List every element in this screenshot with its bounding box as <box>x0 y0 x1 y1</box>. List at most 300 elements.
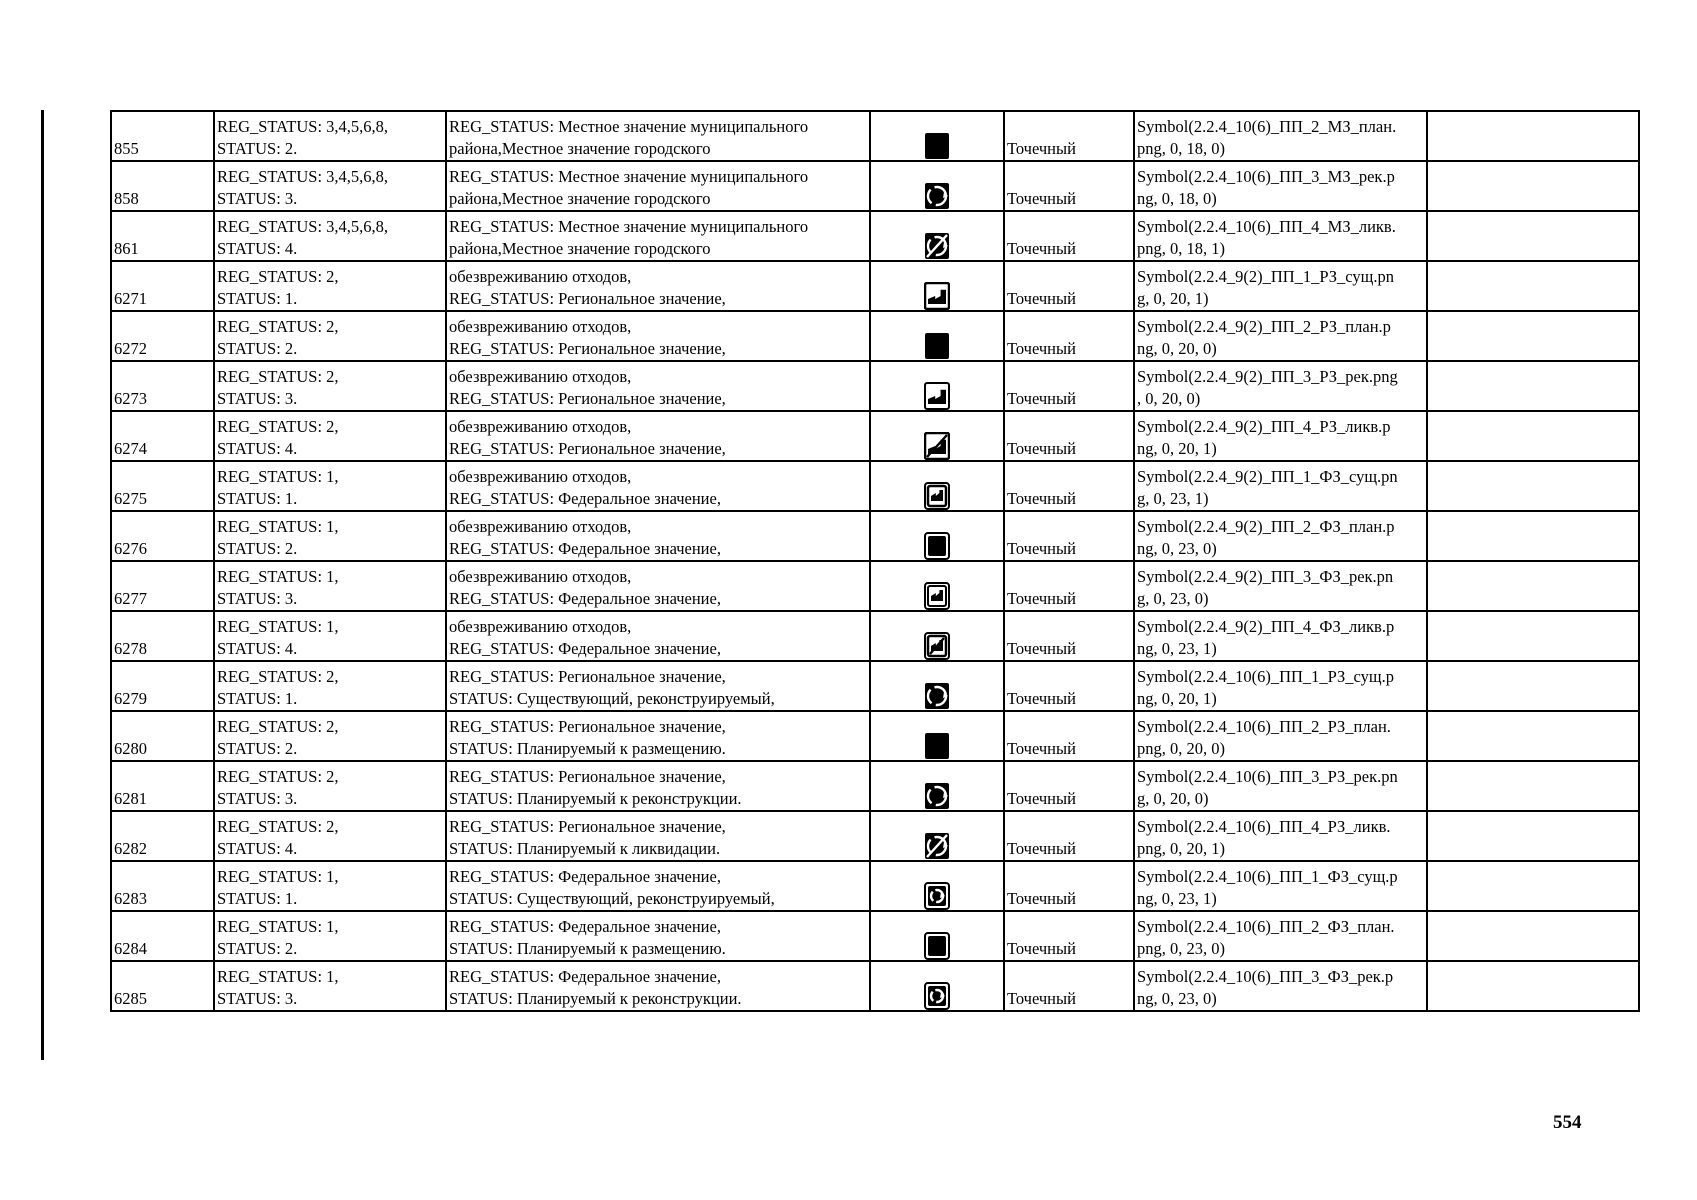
object-id-cell <box>111 461 214 511</box>
condition-line: STATUS: 3. <box>217 989 298 1008</box>
symbol-cell <box>870 911 1004 961</box>
solid-framed-icon <box>924 932 950 960</box>
symbol-expression-cell <box>1134 811 1427 861</box>
symbol-cell <box>870 461 1004 511</box>
symbol-expression-line: ng, 0, 20, 0) <box>1137 339 1217 358</box>
geometry-type: Точечный <box>1007 639 1076 658</box>
symbol-expression-line: Symbol(2.2.4_10(6)_ПП_3_ФЗ_рек.p <box>1137 967 1394 986</box>
object-id-cell <box>111 561 214 611</box>
symbol-cell <box>870 411 1004 461</box>
symbol-expression-line: png, 0, 18, 1) <box>1137 239 1225 258</box>
description-cell <box>446 961 870 1011</box>
symbol-expression-line: Symbol(2.2.4_10(6)_ПП_4_МЗ_ликв. <box>1137 217 1396 236</box>
description-line: REG_STATUS: Региональное значение, <box>449 389 726 408</box>
symbol-cell <box>870 761 1004 811</box>
object-id-cell <box>111 711 214 761</box>
symbol-expression-line: ng, 0, 23, 0) <box>1137 989 1217 1008</box>
table-row <box>111 661 1639 711</box>
description-line: обезвреживанию отходов, <box>449 617 632 636</box>
geometry-type: Точечный <box>1007 789 1076 808</box>
symbol-expression-cell <box>1134 511 1427 561</box>
symbol-expression-cell <box>1134 911 1427 961</box>
object-id-cell <box>111 861 214 911</box>
condition-line: REG_STATUS: 2, <box>217 667 339 686</box>
object-id: 6278 <box>114 639 147 658</box>
condition-line: STATUS: 3. <box>217 189 298 208</box>
description-line: REG_STATUS: Федеральное значение, <box>449 867 721 886</box>
symbol-expression-line: ng, 0, 20, 1) <box>1137 689 1217 708</box>
description-line: обезвреживанию отходов, <box>449 417 632 436</box>
description-line: REG_STATUS: Федеральное значение, <box>449 539 721 558</box>
symbol-expression-cell <box>1134 411 1427 461</box>
description-line: REG_STATUS: Местное значение муниципального <box>449 117 809 136</box>
object-id: 858 <box>114 189 139 208</box>
description-line: STATUS: Планируемый к реконструкции. <box>449 789 742 808</box>
solid-square-icon <box>924 732 950 760</box>
object-id-cell <box>111 811 214 861</box>
object-id: 6281 <box>114 789 147 808</box>
condition-line: STATUS: 2. <box>217 339 298 358</box>
geometry-type-cell <box>1004 361 1134 411</box>
solid-square-icon <box>924 332 950 360</box>
condition-line: STATUS: 4. <box>217 639 298 658</box>
condition-line: REG_STATUS: 1, <box>217 917 339 936</box>
recycle-square-icon <box>924 182 950 210</box>
description-line: REG_STATUS: Региональное значение, <box>449 289 726 308</box>
description-cell <box>446 461 870 511</box>
description-cell <box>446 511 870 561</box>
description-line: обезвреживанию отходов, <box>449 267 632 286</box>
condition-line: STATUS: 3. <box>217 589 298 608</box>
symbol-expression-line: ng, 0, 23, 1) <box>1137 889 1217 908</box>
condition-line: STATUS: 1. <box>217 289 298 308</box>
symbol-expression-line: g, 0, 23, 1) <box>1137 489 1209 508</box>
symbol-expression-line: Symbol(2.2.4_10(6)_ПП_1_ФЗ_сущ.p <box>1137 867 1398 886</box>
object-id: 861 <box>114 239 139 258</box>
object-id-cell <box>111 661 214 711</box>
description-cell <box>446 411 870 461</box>
condition-line: REG_STATUS: 1, <box>217 867 339 886</box>
symbol-cell <box>870 811 1004 861</box>
condition-line: REG_STATUS: 2, <box>217 767 339 786</box>
geometry-type-cell <box>1004 911 1134 961</box>
symbol-expression-line: Symbol(2.2.4_10(6)_ПП_2_МЗ_план. <box>1137 117 1397 136</box>
description-line: обезвреживанию отходов, <box>449 317 632 336</box>
geometry-type: Точечный <box>1007 489 1076 508</box>
geometry-type: Точечный <box>1007 989 1076 1008</box>
empty-cell <box>1427 961 1639 1011</box>
geometry-type-cell <box>1004 561 1134 611</box>
empty-cell <box>1427 461 1639 511</box>
symbol-expression-cell <box>1134 361 1427 411</box>
table-row <box>111 361 1639 411</box>
condition-line: REG_STATUS: 3,4,5,6,8, <box>217 117 389 136</box>
object-id: 6277 <box>114 589 147 608</box>
geometry-type-cell <box>1004 761 1134 811</box>
geometry-type: Точечный <box>1007 589 1076 608</box>
symbol-expression-cell <box>1134 861 1427 911</box>
description-line: REG_STATUS: Региональное значение, <box>449 667 726 686</box>
symbol-expression-cell <box>1134 961 1427 1011</box>
object-id: 6271 <box>114 289 147 308</box>
condition-line: STATUS: 3. <box>217 789 298 808</box>
geometry-type: Точечный <box>1007 139 1076 158</box>
symbol-expression-line: png, 0, 20, 0) <box>1137 739 1225 758</box>
condition-line: STATUS: 4. <box>217 439 298 458</box>
symbol-expression-line: png, 0, 23, 0) <box>1137 939 1225 958</box>
geometry-type-cell <box>1004 211 1134 261</box>
description-cell <box>446 761 870 811</box>
object-id-cell <box>111 211 214 261</box>
table-row <box>111 311 1639 361</box>
condition-cell <box>214 161 446 211</box>
condition-cell <box>214 561 446 611</box>
geometry-type: Точечный <box>1007 389 1076 408</box>
table-row <box>111 761 1639 811</box>
condition-line: REG_STATUS: 3,4,5,6,8, <box>217 167 389 186</box>
geometry-type: Точечный <box>1007 289 1076 308</box>
symbol-expression-line: Symbol(2.2.4_9(2)_ПП_1_РЗ_сущ.pn <box>1137 267 1394 286</box>
symbol-expression-cell <box>1134 661 1427 711</box>
description-cell <box>446 261 870 311</box>
description-line: STATUS: Существующий, реконструируемый, <box>449 889 775 908</box>
table-row <box>111 411 1639 461</box>
empty-cell <box>1427 611 1639 661</box>
empty-cell <box>1427 161 1639 211</box>
geometry-type: Точечный <box>1007 939 1076 958</box>
description-cell <box>446 611 870 661</box>
table-row <box>111 561 1639 611</box>
symbol-expression-cell <box>1134 311 1427 361</box>
empty-cell <box>1427 411 1639 461</box>
condition-cell <box>214 861 446 911</box>
object-id: 6279 <box>114 689 147 708</box>
geometry-type-cell <box>1004 311 1134 361</box>
symbol-expression-cell <box>1134 211 1427 261</box>
table-body <box>111 111 1639 1011</box>
empty-cell <box>1427 511 1639 561</box>
symbol-cell <box>870 111 1004 161</box>
symbol-expression-line: ng, 0, 20, 1) <box>1137 439 1217 458</box>
description-line: обезвреживанию отходов, <box>449 367 632 386</box>
geometry-type-cell <box>1004 611 1134 661</box>
factory-framed-struck-icon <box>924 632 950 660</box>
condition-line: STATUS: 2. <box>217 539 298 558</box>
condition-line: REG_STATUS: 2, <box>217 417 339 436</box>
description-line: обезвреживанию отходов, <box>449 467 632 486</box>
symbol-expression-cell <box>1134 611 1427 661</box>
object-id: 6274 <box>114 439 147 458</box>
symbol-cell <box>870 311 1004 361</box>
description-line: обезвреживанию отходов, <box>449 567 632 586</box>
condition-cell <box>214 261 446 311</box>
margin-rule <box>41 110 44 1060</box>
geometry-type: Точечный <box>1007 889 1076 908</box>
description-cell <box>446 661 870 711</box>
object-id-cell <box>111 411 214 461</box>
object-id: 6276 <box>114 539 147 558</box>
condition-line: REG_STATUS: 2, <box>217 367 339 386</box>
empty-cell <box>1427 711 1639 761</box>
geometry-type: Точечный <box>1007 539 1076 558</box>
empty-cell <box>1427 261 1639 311</box>
symbol-expression-line: Symbol(2.2.4_9(2)_ПП_2_ФЗ_план.p <box>1137 517 1395 536</box>
symbol-expression-line: , 0, 20, 0) <box>1137 389 1201 408</box>
description-line: STATUS: Планируемый к ликвидации. <box>449 839 721 858</box>
condition-cell <box>214 661 446 711</box>
geometry-type-cell <box>1004 461 1134 511</box>
description-line: REG_STATUS: Региональное значение, <box>449 339 726 358</box>
geometry-type-cell <box>1004 411 1134 461</box>
description-cell <box>446 311 870 361</box>
symbol-expression-line: Symbol(2.2.4_9(2)_ПП_3_РЗ_рек.png <box>1137 367 1398 386</box>
description-line: REG_STATUS: Федеральное значение, <box>449 639 721 658</box>
symbol-expression-cell <box>1134 161 1427 211</box>
condition-cell <box>214 461 446 511</box>
condition-cell <box>214 911 446 961</box>
object-id: 6272 <box>114 339 147 358</box>
factory-struck-icon <box>924 432 950 460</box>
table-row <box>111 711 1639 761</box>
condition-cell <box>214 511 446 561</box>
symbol-expression-line: g, 0, 20, 1) <box>1137 289 1209 308</box>
description-cell <box>446 361 870 411</box>
table-row <box>111 611 1639 661</box>
condition-cell <box>214 411 446 461</box>
description-line: REG_STATUS: Федеральное значение, <box>449 967 721 986</box>
empty-cell <box>1427 761 1639 811</box>
description-line: REG_STATUS: Региональное значение, <box>449 767 726 786</box>
description-line: района,Местное значение городского <box>449 239 711 258</box>
symbol-expression-cell <box>1134 261 1427 311</box>
geometry-type-cell <box>1004 661 1134 711</box>
object-id: 6275 <box>114 489 147 508</box>
symbol-expression-line: ng, 0, 23, 1) <box>1137 639 1217 658</box>
object-id: 6280 <box>114 739 147 758</box>
geometry-type: Точечный <box>1007 239 1076 258</box>
recycle-square-icon <box>924 782 950 810</box>
object-id-cell <box>111 761 214 811</box>
description-line: REG_STATUS: Федеральное значение, <box>449 589 721 608</box>
description-cell <box>446 911 870 961</box>
recycle-square-icon <box>924 682 950 710</box>
table-row <box>111 961 1639 1011</box>
condition-line: REG_STATUS: 2, <box>217 817 339 836</box>
symbol-cell <box>870 261 1004 311</box>
condition-line: STATUS: 3. <box>217 389 298 408</box>
description-line: REG_STATUS: Местное значение муниципального <box>449 167 809 186</box>
empty-cell <box>1427 561 1639 611</box>
table-row <box>111 211 1639 261</box>
symbol-expression-line: png, 0, 18, 0) <box>1137 139 1225 158</box>
object-id-cell <box>111 311 214 361</box>
symbol-expression-line: Symbol(2.2.4_10(6)_ПП_1_РЗ_сущ.p <box>1137 667 1394 686</box>
geometry-type-cell <box>1004 861 1134 911</box>
object-id-cell <box>111 261 214 311</box>
geometry-type: Точечный <box>1007 439 1076 458</box>
object-id-cell <box>111 511 214 561</box>
table-row <box>111 511 1639 561</box>
factory-square-icon <box>924 282 950 310</box>
object-id: 6284 <box>114 939 147 958</box>
geometry-type-cell <box>1004 961 1134 1011</box>
condition-line: REG_STATUS: 2, <box>217 717 339 736</box>
symbol-expression-line: ng, 0, 18, 0) <box>1137 189 1217 208</box>
condition-cell <box>214 611 446 661</box>
condition-line: STATUS: 2. <box>217 739 298 758</box>
description-cell <box>446 861 870 911</box>
geometry-type-cell <box>1004 811 1134 861</box>
object-id-cell <box>111 961 214 1011</box>
table-row <box>111 811 1639 861</box>
geometry-type: Точечный <box>1007 739 1076 758</box>
condition-line: REG_STATUS: 3,4,5,6,8, <box>217 217 389 236</box>
table-row <box>111 261 1639 311</box>
condition-line: REG_STATUS: 1, <box>217 567 339 586</box>
description-line: района,Местное значение городского <box>449 189 711 208</box>
object-id-cell <box>111 911 214 961</box>
condition-line: STATUS: 2. <box>217 139 298 158</box>
symbol-expression-cell <box>1134 711 1427 761</box>
recycle-framed-icon <box>924 882 950 910</box>
symbol-cell <box>870 661 1004 711</box>
symbol-cell <box>870 611 1004 661</box>
page-number: 554 <box>1553 1112 1582 1133</box>
object-id: 6282 <box>114 839 147 858</box>
description-line: обезвреживанию отходов, <box>449 517 632 536</box>
empty-cell <box>1427 311 1639 361</box>
table-row <box>111 161 1639 211</box>
symbol-expression-line: Symbol(2.2.4_10(6)_ПП_2_ФЗ_план. <box>1137 917 1395 936</box>
description-line: STATUS: Планируемый к размещению. <box>449 939 726 958</box>
description-line: REG_STATUS: Федеральное значение, <box>449 489 721 508</box>
description-cell <box>446 811 870 861</box>
symbol-expression-line: Symbol(2.2.4_10(6)_ПП_3_РЗ_рек.pn <box>1137 767 1398 786</box>
description-cell <box>446 211 870 261</box>
description-cell <box>446 111 870 161</box>
condition-line: STATUS: 1. <box>217 689 298 708</box>
object-id-cell <box>111 161 214 211</box>
condition-line: REG_STATUS: 1, <box>217 617 339 636</box>
condition-line: REG_STATUS: 2, <box>217 317 339 336</box>
empty-cell <box>1427 211 1639 261</box>
table-row <box>111 861 1639 911</box>
condition-line: STATUS: 4. <box>217 839 298 858</box>
object-id-cell <box>111 361 214 411</box>
object-id: 6285 <box>114 989 147 1008</box>
condition-cell <box>214 761 446 811</box>
condition-line: REG_STATUS: 1, <box>217 467 339 486</box>
symbol-expression-line: Symbol(2.2.4_9(2)_ПП_2_РЗ_план.p <box>1137 317 1391 336</box>
symbol-expression-cell <box>1134 561 1427 611</box>
description-line: REG_STATUS: Региональное значение, <box>449 439 726 458</box>
geometry-type: Точечный <box>1007 339 1076 358</box>
description-line: REG_STATUS: Региональное значение, <box>449 817 726 836</box>
symbol-cell <box>870 161 1004 211</box>
empty-cell <box>1427 861 1639 911</box>
condition-line: STATUS: 1. <box>217 889 298 908</box>
empty-cell <box>1427 911 1639 961</box>
object-id: 6283 <box>114 889 147 908</box>
symbol-cell <box>870 861 1004 911</box>
description-line: REG_STATUS: Местное значение муниципального <box>449 217 809 236</box>
symbol-expression-line: g, 0, 20, 0) <box>1137 789 1209 808</box>
geometry-type: Точечный <box>1007 689 1076 708</box>
condition-cell <box>214 311 446 361</box>
description-line: района,Местное значение городского <box>449 139 711 158</box>
table-row <box>111 911 1639 961</box>
table-row <box>111 111 1639 161</box>
recycle-struck-icon <box>924 832 950 860</box>
symbol-expression-cell <box>1134 111 1427 161</box>
recycle-framed-outline-icon <box>924 982 950 1010</box>
geometry-type-cell <box>1004 161 1134 211</box>
symbol-expression-line: Symbol(2.2.4_10(6)_ПП_4_РЗ_ликв. <box>1137 817 1391 836</box>
symbol-expression-line: Symbol(2.2.4_9(2)_ПП_1_ФЗ_сущ.pn <box>1137 467 1398 486</box>
symbol-cell <box>870 961 1004 1011</box>
description-line: REG_STATUS: Региональное значение, <box>449 717 726 736</box>
condition-line: STATUS: 2. <box>217 939 298 958</box>
symbol-expression-line: ng, 0, 23, 0) <box>1137 539 1217 558</box>
object-id: 6273 <box>114 389 147 408</box>
object-id-cell <box>111 111 214 161</box>
symbol-table <box>110 110 1640 1012</box>
recycle-struck-icon <box>924 232 950 260</box>
condition-cell <box>214 961 446 1011</box>
solid-framed-icon <box>924 532 950 560</box>
factory-outline-icon <box>924 382 950 410</box>
condition-line: REG_STATUS: 1, <box>217 967 339 986</box>
condition-cell <box>214 111 446 161</box>
condition-cell <box>214 361 446 411</box>
condition-line: REG_STATUS: 1, <box>217 517 339 536</box>
condition-line: REG_STATUS: 2, <box>217 267 339 286</box>
description-line: STATUS: Планируемый к размещению. <box>449 739 726 758</box>
symbol-cell <box>870 561 1004 611</box>
condition-cell <box>214 711 446 761</box>
symbol-expression-line: Symbol(2.2.4_9(2)_ПП_4_РЗ_ликв.p <box>1137 417 1391 436</box>
symbol-cell <box>870 711 1004 761</box>
empty-cell <box>1427 661 1639 711</box>
description-cell <box>446 711 870 761</box>
symbol-expression-cell <box>1134 461 1427 511</box>
symbol-expression-cell <box>1134 761 1427 811</box>
description-cell <box>446 561 870 611</box>
symbol-cell <box>870 361 1004 411</box>
description-line: STATUS: Планируемый к реконструкции. <box>449 989 742 1008</box>
description-line: STATUS: Существующий, реконструируемый, <box>449 689 775 708</box>
empty-cell <box>1427 811 1639 861</box>
empty-cell <box>1427 111 1639 161</box>
symbol-expression-line: Symbol(2.2.4_9(2)_ПП_3_ФЗ_рек.pn <box>1137 567 1394 586</box>
description-line: REG_STATUS: Федеральное значение, <box>449 917 721 936</box>
factory-framed-outline-icon <box>924 582 950 610</box>
symbol-cell <box>870 211 1004 261</box>
symbol-expression-line: Symbol(2.2.4_10(6)_ПП_3_МЗ_рек.p <box>1137 167 1395 186</box>
geometry-type-cell <box>1004 511 1134 561</box>
geometry-type-cell <box>1004 261 1134 311</box>
object-id: 855 <box>114 139 139 158</box>
symbol-expression-line: g, 0, 23, 0) <box>1137 589 1209 608</box>
condition-cell <box>214 211 446 261</box>
description-cell <box>446 161 870 211</box>
table-row <box>111 461 1639 511</box>
geometry-type: Точечный <box>1007 189 1076 208</box>
condition-line: STATUS: 1. <box>217 489 298 508</box>
symbol-expression-line: Symbol(2.2.4_10(6)_ПП_2_РЗ_план. <box>1137 717 1391 736</box>
solid-square-icon <box>924 132 950 160</box>
geometry-type: Точечный <box>1007 839 1076 858</box>
